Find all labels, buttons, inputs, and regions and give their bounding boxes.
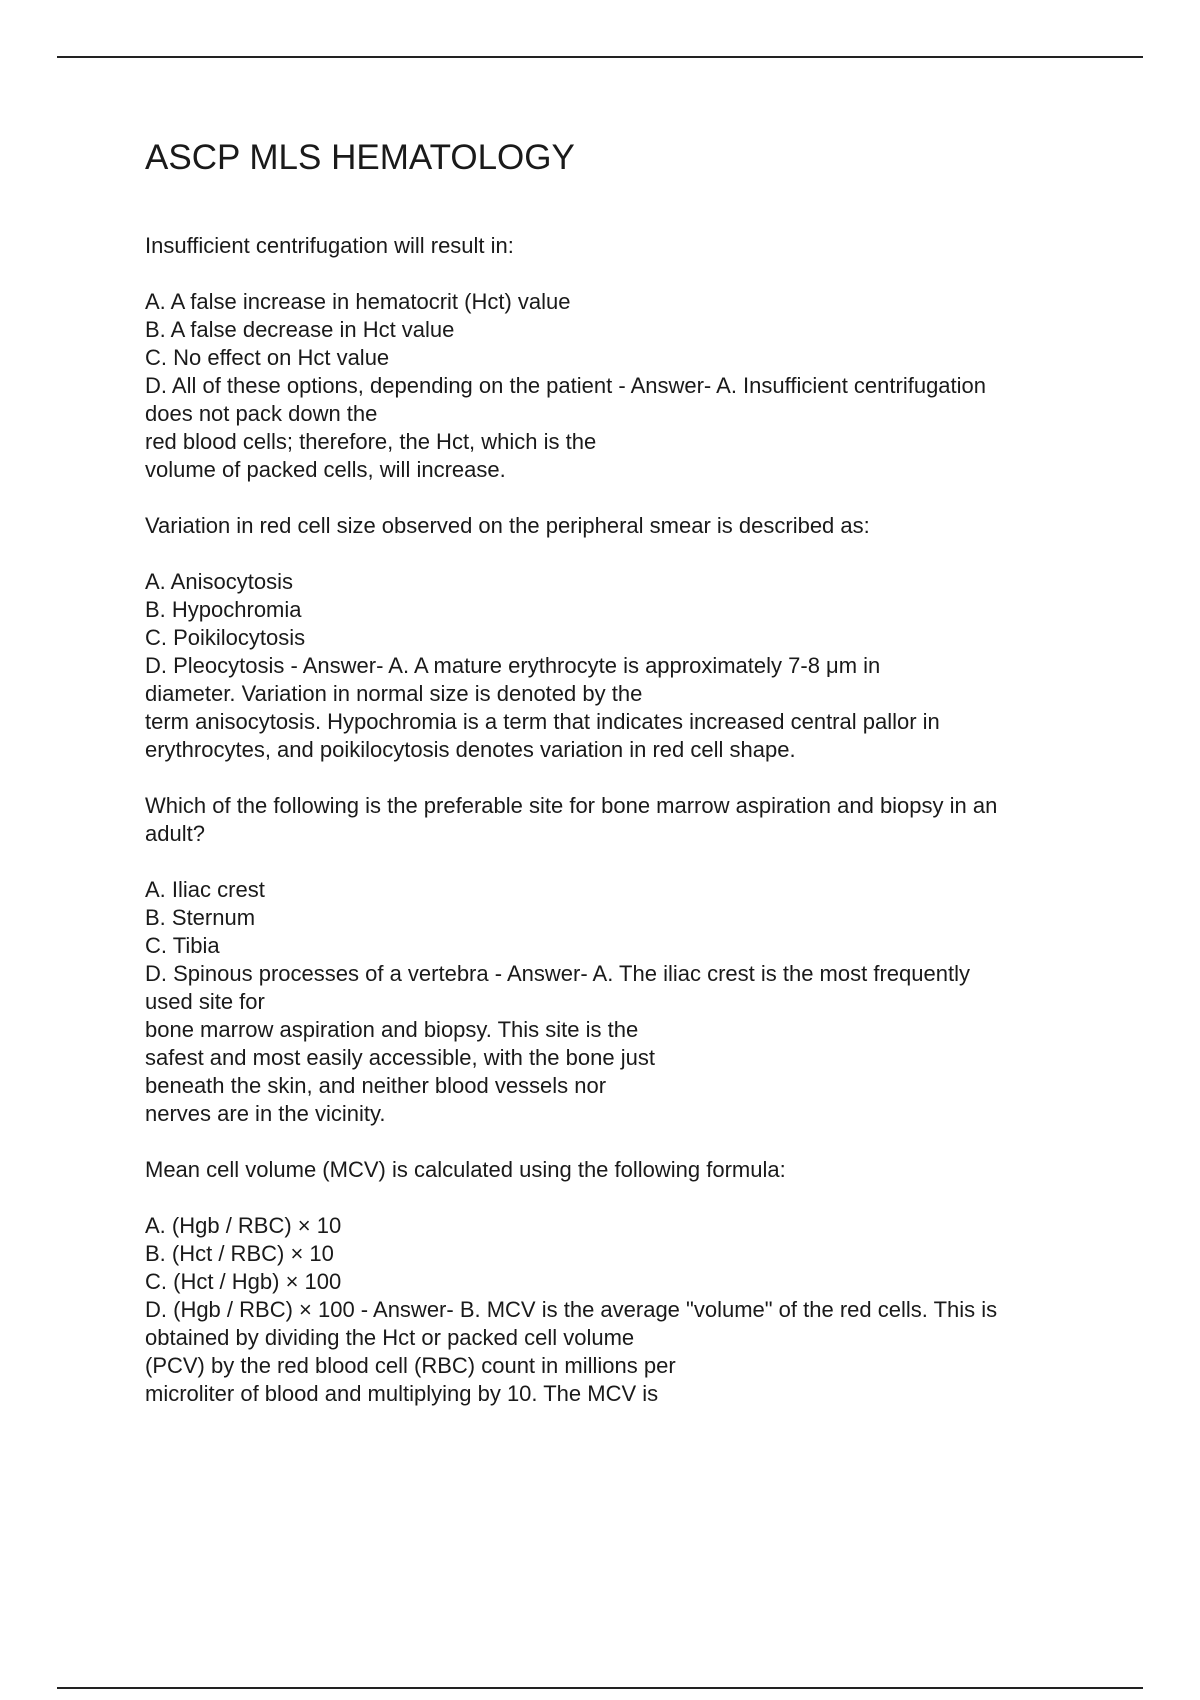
question-block-2 (145, 512, 1095, 764)
question-prompt: adult? (145, 821, 205, 846)
answer-line: nerves are in the vicinity. (145, 1101, 386, 1126)
answer-line: diameter. Variation in normal size is denoted by the (145, 681, 643, 706)
answer-line: does not pack down the (145, 401, 378, 426)
question-block-3 (145, 792, 1095, 1128)
question-prompt: Insufficient centrifugation will result in: (145, 233, 514, 258)
question-block-1 (145, 232, 1095, 484)
question-list (145, 232, 1095, 1408)
option-line: A. Iliac crest (145, 877, 265, 902)
option-line: C. No effect on Hct value (145, 345, 390, 370)
answer-line: volume of packed cells, will increase. (145, 457, 506, 482)
question-prompt: Variation in red cell size observed on the peripheral smear is described as: (145, 513, 870, 538)
answer-line: obtained by dividing the Hct or packed cell volume (145, 1325, 635, 1350)
option-line: B. Hypochromia (145, 597, 302, 622)
answer-line: erythrocytes, and poikilocytosis denotes variation in red cell shape. (145, 737, 796, 762)
option-line: C. Poikilocytosis (145, 625, 306, 650)
option-line: A. (Hgb / RBC) × 10 (145, 1213, 342, 1238)
answer-line: D. Pleocytosis - Answer- A. A mature erythrocyte is approximately 7-8 μm in (145, 653, 881, 678)
question-block-4 (145, 1156, 1095, 1408)
option-line: B. A false decrease in Hct value (145, 317, 455, 342)
answer-line: beneath the skin, and neither blood vessels nor (145, 1073, 607, 1098)
document-body (145, 138, 1095, 1436)
option-line: C. Tibia (145, 933, 220, 958)
bottom-rule (57, 1687, 1143, 1689)
option-line: B. (Hct / RBC) × 10 (145, 1241, 334, 1266)
answer-line: bone marrow aspiration and biopsy. This site is the (145, 1017, 639, 1042)
option-line: A. A false increase in hematocrit (Hct) value (145, 289, 571, 314)
answer-line: D. (Hgb / RBC) × 100 - Answer- B. MCV is the average "volume" of the red cells. This is (145, 1297, 998, 1322)
answer-line: term anisocytosis. Hypochromia is a term that indicates increased central pallor in (145, 709, 940, 734)
answer-line: D. Spinous processes of a vertebra - Answer- A. The iliac crest is the most frequently (145, 961, 970, 986)
answer-line: used site for (145, 989, 265, 1014)
option-line: A. Anisocytosis (145, 569, 293, 594)
answer-line: (PCV) by the red blood cell (RBC) count in millions per (145, 1353, 676, 1378)
question-prompt: Which of the following is the preferable site for bone marrow aspiration and biopsy in an (145, 793, 998, 818)
answer-line: microliter of blood and multiplying by 10. The MCV is (145, 1381, 659, 1406)
option-line: C. (Hct / Hgb) × 100 (145, 1269, 342, 1294)
answer-line: safest and most easily accessible, with the bone just (145, 1045, 655, 1070)
document-title: ASCP MLS HEMATOLOGY (145, 138, 575, 177)
answer-line: D. All of these options, depending on the patient - Answer- A. Insufficient centrifugation (145, 373, 987, 398)
option-line: B. Sternum (145, 905, 256, 930)
question-prompt: Mean cell volume (MCV) is calculated using the following formula: (145, 1157, 786, 1182)
top-rule (57, 56, 1143, 58)
answer-line: red blood cells; therefore, the Hct, which is the (145, 429, 597, 454)
